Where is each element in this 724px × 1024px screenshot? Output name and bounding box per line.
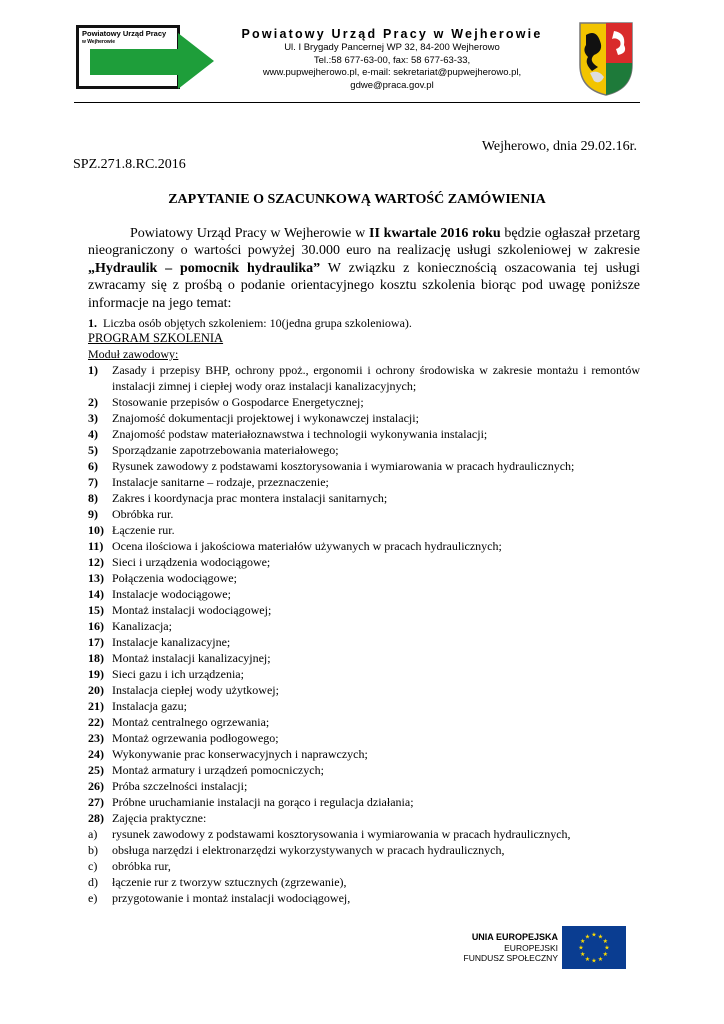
list-item xyxy=(88,426,640,442)
list-item xyxy=(88,618,640,634)
logo-text-1: Powiatowy Urząd Pracy xyxy=(82,29,167,38)
list-item-text: Instalacja gazu; xyxy=(112,699,187,713)
list-item-number: 6) xyxy=(88,459,98,473)
header-divider xyxy=(74,102,640,103)
list-item-text: Znajomość podstaw materiałoznawstwa i technologii wykonywania instalacji; xyxy=(112,427,488,441)
list-item-number: 10) xyxy=(88,523,104,537)
eu-star-icon: ★ xyxy=(580,952,586,959)
list-item-text: Montaż centralnego ogrzewania; xyxy=(112,715,270,729)
org-address: Ul. I Brygady Pancernej WP 32, 84-200 Wejherowo xyxy=(284,42,500,53)
list-item-number: a) xyxy=(88,827,98,841)
list-item-number: 27) xyxy=(88,795,104,809)
org-web-email: www.pupwejherowo.pl, e-mail: sekretariat@pupwejherowo.pl, xyxy=(262,67,522,79)
list-item xyxy=(88,810,640,826)
list-item-number: 7) xyxy=(88,475,98,489)
list-item xyxy=(88,570,640,586)
list-item-number: 2) xyxy=(88,395,98,409)
eu-star-icon: ★ xyxy=(580,939,586,946)
list-item xyxy=(88,458,640,474)
list-item-text: Stosowanie przepisów o Gospodarce Energetycznej; xyxy=(112,395,364,409)
list-item xyxy=(88,666,640,682)
list-item-number: 3) xyxy=(88,411,98,425)
eu-star-icon: ★ xyxy=(584,934,591,941)
list-item-number: 20) xyxy=(88,683,104,697)
list-item-text: rysunek zawodowy z podstawami kosztorysowania i wymiarowania w pracach hydraulicznych, xyxy=(112,827,571,841)
list-item-number: 15) xyxy=(88,603,104,617)
list-item-text: Zajęcia praktyczne: xyxy=(112,811,207,825)
list-item-number: 19) xyxy=(88,667,104,681)
list-item-text: Sporządzanie zapotrzebowania materiałowego; xyxy=(112,443,339,457)
eu-star-icon: ★ xyxy=(591,958,597,965)
list-item-text: Wykonywanie prac konserwacyjnych i naprawczych; xyxy=(112,747,368,761)
list-item-number: 22) xyxy=(88,715,104,729)
intro-paragraph: Powiatowy Urząd Pracy w Wejherowie w II kwartale 2016 roku będzie ogłaszał przetarg nieograniczony o wartości powyżej 30.000 euro na realizację usługi szkoleniowej w zakresie „Hydraulik – pomocnik hydraulika” W związku z koniecznością oszacowania tej usługi zwracamy się z prośbą o podanie orientacyjnego kosztu szkolenia biorąc pod uwagę poniższe informacje na jego temat: xyxy=(88,226,640,311)
sub-list-item xyxy=(88,874,640,890)
list-item-text: Zasady i przepisy BHP, ochrony ppoż., ergonomii i ochrony środowiska w zakresie montażu i remontów instalacji zimnej i ciepłej wody oraz instalacji kanalizacyjnych; xyxy=(112,363,640,393)
document-reference: SPZ.271.8.RC.2016 xyxy=(73,157,186,172)
list-item-text: obsługa narzędzi i elektronarzędzi wykorzystywanych w pracach hydraulicznych, xyxy=(112,843,505,857)
list-item-number: 28) xyxy=(88,811,104,825)
eu-star-icon: ★ xyxy=(578,945,584,952)
eu-star-icon: ★ xyxy=(597,956,604,963)
list-item xyxy=(88,522,640,538)
header-info xyxy=(222,26,562,92)
list-item xyxy=(88,778,640,794)
list-item-number: 8) xyxy=(88,491,98,505)
list-item xyxy=(88,650,640,666)
list-item-text: Rysunek zawodowy z podstawami kosztorysowania i wymiarowania w pracach hydraulicznych; xyxy=(112,459,575,473)
org-email2: gdwe@praca.gov.pl xyxy=(350,79,434,91)
list-item-number: 17) xyxy=(88,635,104,649)
eu-star-icon: ★ xyxy=(602,939,608,946)
list-item-text: przygotowanie i montaż instalacji wodociągowej, xyxy=(112,891,351,905)
sub-list-item xyxy=(88,826,640,842)
eu-logo xyxy=(456,914,638,984)
list-item-number: 25) xyxy=(88,763,104,777)
list-item-number: e) xyxy=(88,891,98,905)
list-item xyxy=(88,602,640,618)
list-item xyxy=(88,682,640,698)
list-item-number: 5) xyxy=(88,443,98,457)
program-list xyxy=(88,362,640,906)
list-item xyxy=(88,410,640,426)
list-item xyxy=(88,634,640,650)
list-item-text: Znajomość dokumentacji projektowej i wykonawczej instalacji; xyxy=(112,411,419,425)
list-item-number: 9) xyxy=(88,507,98,521)
list-item xyxy=(88,714,640,730)
list-item-text: Ocena ilościowa i jakościowa materiałów używanych w pracach hydraulicznych; xyxy=(112,539,502,553)
list-item-number: 21) xyxy=(88,699,104,713)
list-item-text: Montaż armatury i urządzeń pomocniczych; xyxy=(112,763,324,777)
list-item-number: 18) xyxy=(88,651,104,665)
participants-point: 1. Liczba osób objętych szkoleniem: 10(jedna grupa szkoleniowa). xyxy=(88,316,412,330)
list-item-text: Instalacja ciepłej wody użytkowej; xyxy=(112,683,279,697)
eu-text: UNIA EUROPEJSKA EUROPEJSKI FUNDUSZ SPOŁECZNY xyxy=(463,932,558,963)
list-item-number: 24) xyxy=(88,747,104,761)
list-item-text: Instalacje sanitarne – rodzaje, przeznaczenie; xyxy=(112,475,329,489)
list-item-text: Obróbka rur. xyxy=(112,507,174,521)
org-phone: Tel.:58 677-63-00, fax: 58 677-63-33, xyxy=(313,54,471,66)
list-item-number: b) xyxy=(88,843,98,857)
list-item xyxy=(88,698,640,714)
list-item-text: Instalacje kanalizacyjne; xyxy=(112,635,231,649)
list-item-number: 11) xyxy=(88,539,104,553)
eu-flag-icon xyxy=(562,926,626,969)
eu-star-icon: ★ xyxy=(604,945,610,952)
document-date: Wejherowo, dnia 29.02.16r. xyxy=(481,139,637,154)
list-item xyxy=(88,554,640,570)
list-item-text: Zakres i koordynacja prac montera instalacji sanitarnych; xyxy=(112,491,388,505)
list-item-text: Montaż ogrzewania podłogowego; xyxy=(112,731,279,745)
eu-star-icon: ★ xyxy=(602,952,608,959)
list-item-text: łączenie rur z tworzyw sztucznych (zgrzewanie), xyxy=(112,875,347,889)
list-item-number: c) xyxy=(88,859,98,873)
list-item xyxy=(88,538,640,554)
list-item xyxy=(88,362,640,394)
sub-list-item xyxy=(88,858,640,874)
eu-star-icon: ★ xyxy=(584,956,591,963)
list-item-text: Sieci gazu i ich urządzenia; xyxy=(112,667,244,681)
list-item xyxy=(88,474,640,490)
coat-of-arms-icon xyxy=(578,21,634,97)
eu-star-icon: ★ xyxy=(591,932,597,939)
list-item-text: Łączenie rur. xyxy=(112,523,175,537)
list-item xyxy=(88,730,640,746)
org-name: Powiatowy Urząd Pracy w Wejherowie xyxy=(241,27,543,41)
list-item-text: Sieci i urządzenia wodociągowe; xyxy=(112,555,271,569)
list-item-number: 14) xyxy=(88,587,104,601)
list-item xyxy=(88,794,640,810)
sub-list-item xyxy=(88,890,640,906)
list-item xyxy=(88,586,640,602)
list-item-text: Instalacje wodociągowe; xyxy=(112,587,231,601)
program-heading: PROGRAM SZKOLENIA xyxy=(88,331,224,345)
list-item-number: 16) xyxy=(88,619,104,633)
list-item-text: Kanalizacja; xyxy=(112,619,172,633)
list-item-text: obróbka rur, xyxy=(112,859,171,873)
list-item-number: 4) xyxy=(88,427,98,441)
list-item-number: 1) xyxy=(88,363,98,377)
list-item-number: 13) xyxy=(88,571,104,585)
document-title: ZAPYTANIE O SZACUNKOWĄ WARTOŚĆ ZAMÓWIENIA xyxy=(168,192,546,207)
list-item xyxy=(88,762,640,778)
module-heading: Moduł zawodowy: xyxy=(88,347,179,361)
sub-list-item xyxy=(88,842,640,858)
list-item xyxy=(88,490,640,506)
pup-logo xyxy=(76,25,216,89)
list-item-number: 26) xyxy=(88,779,104,793)
logo-text-2: w Wejherowie xyxy=(82,39,115,45)
list-item-number: d) xyxy=(88,875,98,889)
list-item xyxy=(88,746,640,762)
list-item-text: Połączenia wodociągowe; xyxy=(112,571,237,585)
list-item-text: Montaż instalacji kanalizacyjnej; xyxy=(112,651,271,665)
list-item xyxy=(88,442,640,458)
list-item-text: Próba szczelności instalacji; xyxy=(112,779,248,793)
list-item xyxy=(88,394,640,410)
eu-star-icon: ★ xyxy=(597,934,604,941)
list-item-text: Próbne uruchamianie instalacji na gorąco i regulacja działania; xyxy=(112,795,414,809)
list-item-number: 23) xyxy=(88,731,104,745)
list-item-number: 12) xyxy=(88,555,104,569)
list-item-text: Montaż instalacji wodociągowej; xyxy=(112,603,272,617)
list-item xyxy=(88,506,640,522)
